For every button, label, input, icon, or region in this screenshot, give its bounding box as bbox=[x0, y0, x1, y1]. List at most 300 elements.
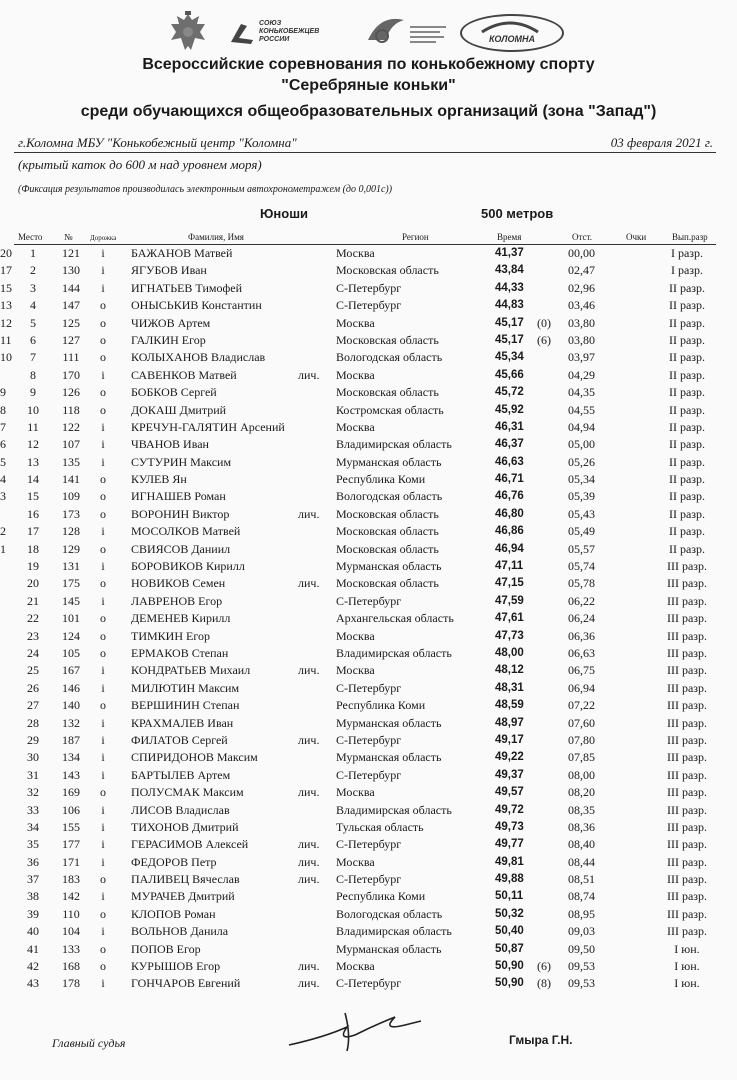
cell-points: 2 bbox=[0, 524, 6, 539]
title-line-1: Всероссийские соревнования по конькобежному спорту bbox=[142, 56, 595, 73]
cell-time: 50,90 bbox=[495, 977, 524, 990]
table-row bbox=[0, 749, 737, 766]
cell-name: БОРОВИКОВ Кирилл bbox=[131, 559, 245, 574]
table-row bbox=[0, 506, 737, 523]
cell-place: 24 bbox=[27, 645, 39, 660]
cell-gap: 04,29 bbox=[568, 367, 595, 382]
cell-gap: 05,57 bbox=[568, 541, 595, 556]
cell-region: Московская область bbox=[336, 576, 439, 591]
cell-place: 14 bbox=[27, 472, 39, 487]
cell-lane: o bbox=[100, 472, 106, 487]
table-row bbox=[0, 906, 737, 923]
cell-region: Московская область bbox=[336, 385, 439, 400]
skating-union-logo bbox=[227, 10, 337, 54]
cell-region: Москва bbox=[336, 628, 375, 643]
cell-name: ГОНЧАРОВ Евгений bbox=[131, 976, 241, 991]
cell-gap: 04,55 bbox=[568, 402, 595, 417]
cell-name: БОБКОВ Сергей bbox=[131, 385, 217, 400]
table-row bbox=[0, 523, 737, 540]
table-row bbox=[0, 367, 737, 384]
cell-rank: III разр. bbox=[666, 559, 708, 574]
cell-lane: o bbox=[100, 959, 106, 974]
cell-region: Владимирская область bbox=[336, 924, 452, 939]
judge-name: Гмыра Г.Н. bbox=[509, 1033, 573, 1047]
cell-rank: II разр. bbox=[668, 472, 706, 487]
table-row bbox=[0, 315, 737, 332]
cell-name: ГЕРАСИМОВ Алексей bbox=[131, 837, 249, 852]
cell-time: 48,12 bbox=[495, 664, 524, 677]
cell-name: КОЛЫХАНОВ Владислав bbox=[131, 350, 266, 365]
cell-name: ИГНАТЬЕВ Тимофей bbox=[131, 280, 243, 295]
cell-place: 23 bbox=[27, 628, 39, 643]
cell-lane: i bbox=[101, 750, 105, 765]
cell-region: Москва bbox=[336, 419, 375, 434]
cell-num: 144 bbox=[62, 280, 80, 295]
cell-note: (6) bbox=[537, 959, 551, 974]
cell-num: 132 bbox=[62, 715, 80, 730]
cell-place: 7 bbox=[30, 350, 36, 365]
cell-lich: лич. bbox=[298, 976, 320, 991]
table-row bbox=[0, 871, 737, 888]
cell-name: ПОПОВ Егор bbox=[131, 941, 201, 956]
cell-gap: 05,00 bbox=[568, 437, 595, 452]
cell-lane: i bbox=[101, 854, 105, 869]
cell-name: МИЛЮТИН Максим bbox=[131, 680, 240, 695]
cell-rank: III разр. bbox=[666, 663, 708, 678]
cell-time: 46,86 bbox=[495, 525, 524, 538]
cell-gap: 05,74 bbox=[568, 559, 595, 574]
cell-gap: 08,40 bbox=[568, 837, 595, 852]
cell-region: С-Петербург bbox=[336, 837, 402, 852]
union-logo-line: КОНЬКОБЕЖЦЕВ bbox=[259, 28, 320, 35]
cell-rank: II разр. bbox=[668, 332, 706, 347]
table-row bbox=[0, 262, 737, 279]
table-row bbox=[0, 245, 737, 262]
cell-gap: 09,50 bbox=[568, 941, 595, 956]
cell-place: 20 bbox=[27, 576, 39, 591]
cell-lane: o bbox=[100, 906, 106, 921]
cell-place: 35 bbox=[27, 837, 39, 852]
cell-gap: 08,74 bbox=[568, 889, 595, 904]
cell-rank: III разр. bbox=[666, 767, 708, 782]
cell-num: 133 bbox=[62, 941, 80, 956]
table-row bbox=[0, 541, 737, 558]
cell-place: 43 bbox=[27, 976, 39, 991]
cell-rank: II разр. bbox=[668, 454, 706, 469]
cell-lich: лич. bbox=[298, 367, 320, 382]
cell-name: КОНДРАТЬЕВ Михаил bbox=[131, 663, 251, 678]
table-row bbox=[0, 332, 737, 349]
cell-num: 118 bbox=[62, 402, 80, 417]
cell-name: ЛИСОВ Владислав bbox=[131, 802, 230, 817]
table-row bbox=[0, 628, 737, 645]
cell-gap: 08,95 bbox=[568, 906, 595, 921]
cell-place: 39 bbox=[27, 906, 39, 921]
cell-rank: III разр. bbox=[666, 924, 708, 939]
cell-place: 15 bbox=[27, 489, 39, 504]
cell-region: Костромская область bbox=[336, 402, 444, 417]
logos-strip bbox=[165, 10, 725, 56]
cell-lane: o bbox=[100, 872, 106, 887]
cell-region: Мурманская область bbox=[336, 750, 442, 765]
cell-time: 45,66 bbox=[495, 368, 524, 381]
col-time: Время bbox=[497, 232, 522, 242]
cell-lane: i bbox=[101, 454, 105, 469]
cell-lich: лич. bbox=[298, 576, 320, 591]
cell-place: 11 bbox=[27, 419, 39, 434]
judge-label: Главный судья bbox=[52, 1036, 126, 1050]
cell-num: 140 bbox=[62, 698, 80, 713]
cell-gap: 07,22 bbox=[568, 698, 595, 713]
cell-rank: II разр. bbox=[668, 541, 706, 556]
coat-of-arms-icon bbox=[165, 10, 211, 54]
cell-rank: I юн. bbox=[674, 976, 700, 991]
cell-time: 48,31 bbox=[495, 681, 524, 694]
col-gap: Отст. bbox=[572, 232, 593, 242]
cell-time: 49,88 bbox=[495, 873, 524, 886]
cell-points: 15 bbox=[0, 280, 12, 295]
cell-time: 50,87 bbox=[495, 942, 524, 955]
cell-region: Москва bbox=[336, 663, 375, 678]
cell-name: ФИЛАТОВ Сергей bbox=[131, 732, 228, 747]
cell-region: Московская область bbox=[336, 541, 439, 556]
cell-points: 7 bbox=[0, 419, 6, 434]
cell-place: 26 bbox=[27, 680, 39, 695]
cell-region: Мурманская область bbox=[336, 559, 442, 574]
cell-region: С-Петербург bbox=[336, 976, 402, 991]
cell-lich: лич. bbox=[298, 872, 320, 887]
cell-region: Владимирская область bbox=[336, 802, 452, 817]
table-row bbox=[0, 593, 737, 610]
table-row bbox=[0, 680, 737, 697]
cell-lich: лич. bbox=[298, 837, 320, 852]
cell-name: ГАЛКИН Егор bbox=[131, 332, 206, 347]
cell-place: 3 bbox=[30, 280, 36, 295]
cell-rank: III разр. bbox=[666, 906, 708, 921]
cell-place: 33 bbox=[27, 802, 39, 817]
cell-time: 50,40 bbox=[495, 925, 524, 938]
cell-num: 126 bbox=[62, 385, 80, 400]
cell-time: 45,17 bbox=[495, 316, 524, 329]
cell-name: ЕРМАКОВ Степан bbox=[131, 645, 229, 660]
cell-num: 173 bbox=[62, 506, 80, 521]
cell-name: МОСОЛКОВ Матвей bbox=[131, 524, 241, 539]
cell-name: ДОКАШ Дмитрий bbox=[131, 402, 227, 417]
cell-rank: II разр. bbox=[668, 437, 706, 452]
cell-points: 5 bbox=[0, 454, 6, 469]
cell-place: 34 bbox=[27, 819, 39, 834]
cell-num: 175 bbox=[62, 576, 80, 591]
cell-name: КЛОПОВ Роман bbox=[131, 906, 216, 921]
table-row bbox=[0, 610, 737, 627]
cell-name: ФЕДОРОВ Петр bbox=[131, 854, 217, 869]
cell-region: Вологодская область bbox=[336, 350, 443, 365]
cell-region: Тульская область bbox=[336, 819, 424, 834]
cell-points: 13 bbox=[0, 298, 12, 313]
cell-lane: i bbox=[101, 924, 105, 939]
cell-lane: o bbox=[100, 576, 106, 591]
event-date: 03 февраля 2021 г. bbox=[610, 135, 713, 150]
cell-lich: лич. bbox=[298, 959, 320, 974]
col-region: Регион bbox=[402, 232, 429, 242]
col-lane: Дорожка bbox=[90, 234, 117, 242]
cell-lich: лич. bbox=[298, 854, 320, 869]
cell-lich: лич. bbox=[298, 506, 320, 521]
table-row bbox=[0, 471, 737, 488]
cell-rank: III разр. bbox=[666, 889, 708, 904]
cell-rank: II разр. bbox=[668, 367, 706, 382]
cell-lane: i bbox=[101, 280, 105, 295]
cell-gap: 06,24 bbox=[568, 611, 595, 626]
cell-num: 187 bbox=[62, 732, 80, 747]
cell-time: 49,72 bbox=[495, 803, 524, 816]
cell-region: Архангельская область bbox=[336, 611, 454, 626]
cell-num: 129 bbox=[62, 541, 80, 556]
cell-lane: o bbox=[100, 541, 106, 556]
cell-region: С-Петербург bbox=[336, 298, 402, 313]
cell-time: 45,92 bbox=[495, 403, 524, 416]
table-row bbox=[0, 575, 737, 592]
cell-num: 109 bbox=[62, 489, 80, 504]
skater-icon bbox=[227, 18, 257, 48]
cell-place: 36 bbox=[27, 854, 39, 869]
cell-region: Республика Коми bbox=[336, 698, 426, 713]
cell-points: 11 bbox=[0, 332, 12, 347]
cell-region: Московская область bbox=[336, 263, 439, 278]
cell-place: 2 bbox=[30, 263, 36, 278]
cell-num: 143 bbox=[62, 767, 80, 782]
cell-points: 6 bbox=[0, 437, 6, 452]
cell-name: ПАЛИВЕЦ Вячеслав bbox=[131, 872, 240, 887]
cell-time: 49,17 bbox=[495, 733, 524, 746]
cell-rank: III разр. bbox=[666, 872, 708, 887]
col-place: Место bbox=[18, 232, 43, 242]
cell-rank: II разр. bbox=[668, 419, 706, 434]
cell-rank: II разр. bbox=[668, 489, 706, 504]
cell-rank: III разр. bbox=[666, 576, 708, 591]
cell-name: БАРТЫЛЕВ Артем bbox=[131, 767, 231, 782]
title-line-2: "Серебряные коньки" bbox=[281, 77, 456, 94]
cell-gap: 07,60 bbox=[568, 715, 595, 730]
rink-note: (крытый каток до 600 м над уровнем моря) bbox=[18, 157, 262, 172]
cell-rank: III разр. bbox=[666, 628, 708, 643]
table-row bbox=[0, 488, 737, 505]
cell-region: Москва bbox=[336, 246, 375, 260]
cell-note: (8) bbox=[537, 976, 551, 991]
cell-gap: 08,35 bbox=[568, 802, 595, 817]
cell-time: 47,61 bbox=[495, 612, 524, 625]
kolomna-logo-text: КОЛОМНА bbox=[489, 34, 535, 44]
cell-num: 145 bbox=[62, 593, 80, 608]
cell-region: Владимирская область bbox=[336, 437, 452, 452]
cell-num: 177 bbox=[62, 837, 80, 852]
cell-gap: 03,97 bbox=[568, 350, 595, 365]
cell-points: 17 bbox=[0, 263, 12, 278]
cell-lane: i bbox=[101, 559, 105, 574]
cell-num: 142 bbox=[62, 889, 80, 904]
cell-lane: i bbox=[101, 732, 105, 747]
table-row bbox=[0, 767, 737, 784]
cell-rank: II разр. bbox=[668, 385, 706, 400]
cell-rank: III разр. bbox=[666, 645, 708, 660]
cell-place: 31 bbox=[27, 767, 39, 782]
cell-time: 49,57 bbox=[495, 786, 524, 799]
cell-name: ТИХОНОВ Дмитрий bbox=[131, 819, 239, 834]
cell-time: 44,83 bbox=[495, 299, 524, 312]
cell-gap: 06,36 bbox=[568, 628, 595, 643]
cell-name: КУРЫШОВ Егор bbox=[131, 959, 221, 974]
cell-gap: 09,03 bbox=[568, 924, 595, 939]
cell-gap: 05,39 bbox=[568, 489, 595, 504]
cell-name: ПОЛУСМАК Максим bbox=[131, 785, 244, 800]
cell-rank: III разр. bbox=[666, 819, 708, 834]
cell-place: 18 bbox=[27, 541, 39, 556]
cell-rank: II разр. bbox=[668, 280, 706, 295]
cell-rank: III разр. bbox=[666, 611, 708, 626]
cell-time: 47,59 bbox=[495, 594, 524, 607]
cell-name: ЯГУБОВ Иван bbox=[131, 263, 207, 278]
cell-lane: i bbox=[101, 767, 105, 782]
cell-time: 49,77 bbox=[495, 838, 524, 851]
cell-gap: 06,63 bbox=[568, 645, 595, 660]
cell-region: Республика Коми bbox=[336, 889, 426, 904]
cell-gap: 08,36 bbox=[568, 819, 595, 834]
cell-num: 168 bbox=[62, 959, 80, 974]
cell-rank: I юн. bbox=[674, 941, 700, 956]
cell-num: 183 bbox=[62, 872, 80, 887]
cell-lane: i bbox=[101, 524, 105, 539]
cell-points: 9 bbox=[0, 385, 6, 400]
table-row bbox=[0, 784, 737, 801]
cell-time: 49,81 bbox=[495, 855, 524, 868]
cell-time: 46,37 bbox=[495, 438, 524, 451]
col-rank: Вып.разр bbox=[672, 232, 708, 242]
cell-region: Москва bbox=[336, 367, 375, 382]
table-row bbox=[0, 384, 737, 401]
cell-time: 46,80 bbox=[495, 507, 524, 520]
cell-name: КРЕЧУН-ГАЛЯТИН Арсений bbox=[131, 419, 285, 434]
cell-num: 167 bbox=[62, 663, 80, 678]
col-points: Очки bbox=[626, 232, 647, 242]
cell-place: 32 bbox=[27, 785, 39, 800]
cell-region: Мурманская область bbox=[336, 941, 442, 956]
cell-time: 49,37 bbox=[495, 768, 524, 781]
cell-time: 47,11 bbox=[495, 560, 524, 573]
cell-rank: I юн. bbox=[674, 959, 700, 974]
cell-rank: I разр. bbox=[670, 246, 704, 260]
cell-num: 124 bbox=[62, 628, 80, 643]
cell-name: ДЕМЕНЕВ Кирилл bbox=[131, 611, 231, 626]
cell-rank: III разр. bbox=[666, 715, 708, 730]
table-row bbox=[0, 454, 737, 471]
cell-num: 147 bbox=[62, 298, 80, 313]
cell-num: 127 bbox=[62, 332, 80, 347]
cell-lane: i bbox=[101, 715, 105, 730]
union-logo-line: СОЮЗ bbox=[259, 20, 282, 27]
cell-points: 8 bbox=[0, 402, 6, 417]
cell-region: С-Петербург bbox=[336, 680, 402, 695]
cell-gap: 05,34 bbox=[568, 472, 595, 487]
distance-label: 500 метров bbox=[481, 206, 554, 221]
cell-lane: i bbox=[101, 802, 105, 817]
cell-time: 48,00 bbox=[495, 646, 524, 659]
cell-points: 10 bbox=[0, 350, 12, 365]
table-row bbox=[0, 854, 737, 871]
divider bbox=[14, 152, 716, 153]
cell-num: 134 bbox=[62, 750, 80, 765]
cell-note: (6) bbox=[537, 332, 551, 347]
cell-num: 104 bbox=[62, 924, 80, 939]
cell-region: С-Петербург bbox=[336, 767, 402, 782]
cell-rank: III разр. bbox=[666, 698, 708, 713]
cell-rank: II разр. bbox=[668, 402, 706, 417]
cell-lich: лич. bbox=[298, 732, 320, 747]
cell-place: 1 bbox=[30, 246, 36, 260]
cell-lane: o bbox=[100, 402, 106, 417]
cell-lane: o bbox=[100, 611, 106, 626]
cell-place: 4 bbox=[30, 298, 36, 313]
cell-region: С-Петербург bbox=[336, 280, 402, 295]
cell-lane: o bbox=[100, 698, 106, 713]
cell-place: 27 bbox=[27, 698, 39, 713]
cell-rank: III разр. bbox=[666, 732, 708, 747]
cell-name: ТИМКИН Егор bbox=[131, 628, 210, 643]
cell-place: 16 bbox=[27, 506, 39, 521]
cell-points: 12 bbox=[0, 315, 12, 330]
cell-gap: 00,00 bbox=[568, 246, 595, 260]
cell-time: 50,32 bbox=[495, 907, 524, 920]
cell-place: 29 bbox=[27, 732, 39, 747]
cell-place: 22 bbox=[27, 611, 39, 626]
cell-region: С-Петербург bbox=[336, 732, 402, 747]
cell-gap: 07,85 bbox=[568, 750, 595, 765]
cell-num: 128 bbox=[62, 524, 80, 539]
cell-region: Московская область bbox=[336, 332, 439, 347]
col-name: Фамилия, Имя bbox=[188, 232, 244, 242]
cell-num: 131 bbox=[62, 559, 80, 574]
cell-num: 122 bbox=[62, 419, 80, 434]
cell-gap: 04,94 bbox=[568, 419, 595, 434]
cell-lane: i bbox=[101, 663, 105, 678]
cell-rank: II разр. bbox=[668, 298, 706, 313]
cell-rank: III разр. bbox=[666, 837, 708, 852]
cell-time: 46,31 bbox=[495, 420, 524, 433]
cell-time: 46,63 bbox=[495, 455, 524, 468]
cell-num: 171 bbox=[62, 854, 80, 869]
kolomna-center-logo bbox=[460, 14, 564, 52]
timing-note: (Фиксация результатов производилась электронным автохронометражем (до 0,001с)) bbox=[18, 184, 393, 195]
table-row bbox=[0, 975, 737, 992]
cell-points: 3 bbox=[0, 489, 6, 504]
cell-time: 47,73 bbox=[495, 629, 524, 642]
cell-lane: i bbox=[101, 889, 105, 904]
cell-region: С-Петербург bbox=[336, 593, 402, 608]
cell-num: 141 bbox=[62, 472, 80, 487]
table-row bbox=[0, 802, 737, 819]
cell-name: ЧВАНОВ Иван bbox=[131, 437, 209, 452]
cell-num: 146 bbox=[62, 680, 80, 695]
cell-num: 169 bbox=[62, 785, 80, 800]
cell-region: Московская область bbox=[336, 506, 439, 521]
cell-name: ВЕРШИНИН Степан bbox=[131, 698, 240, 713]
cell-rank: III разр. bbox=[666, 680, 708, 695]
cell-num: 107 bbox=[62, 437, 80, 452]
cell-lane: o bbox=[100, 645, 106, 660]
signature-icon bbox=[285, 1005, 425, 1055]
cell-region: Владимирская область bbox=[336, 645, 452, 660]
cell-lane: i bbox=[101, 263, 105, 278]
cell-lane: o bbox=[100, 332, 106, 347]
